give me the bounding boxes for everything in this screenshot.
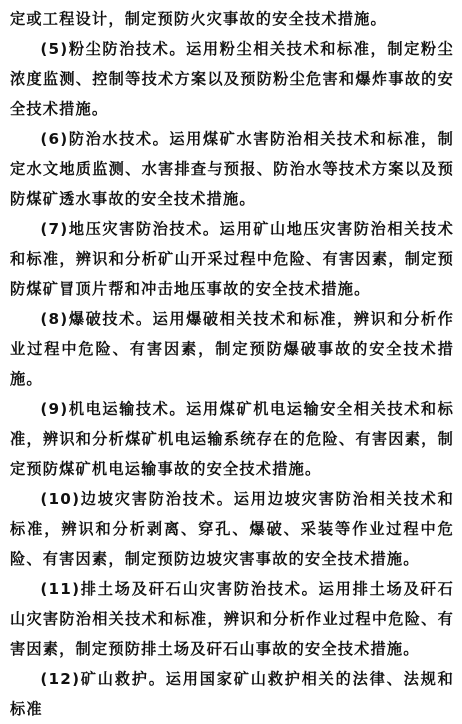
paragraph-dump-site: (11)排土场及矸石山灾害防治技术。运用排土场及矸石山灾害防治相关技术和标准，辨识和分析作业过程中危险、有害因素，制定预防排土场及矸石山事故的安全技术措施。 [10,580,454,658]
paragraph-slope-disaster: (10)边坡灾害防治技术。运用边坡灾害防治相关技术和标准，辨识和分析剥离、穿孔、爆破、采装等作业过程中危险、有害因素，制定预防边坡灾害事故的安全技术措施。 [10,490,454,568]
paragraph-blasting: (8)爆破技术。运用爆破相关技术和标准，辨识和分析作业过程中危险、有害因素，制定预防爆破事故的安全技术措施。 [10,310,454,388]
paragraph-electromechanical-transport: (9)机电运输技术。运用煤矿机电运输安全相关技术和标准，辨识和分析煤矿机电运输系统存在的危险、有害因素，制定预防煤矿机电运输事故的安全技术措施。 [10,400,454,478]
paragraph-continuation: 定或工程设计，制定预防火灾事故的安全技术措施。 [10,10,387,28]
paragraph-mine-rescue: (12)矿山救护。运用国家矿山救护相关的法律、法规和标准 [10,670,454,718]
paragraph-dust-prevention: (5)粉尘防治技术。运用粉尘相关技术和标准，制定粉尘浓度监测、控制等技术方案以及预防粉尘危害和爆炸事故的安全技术措施。 [10,40,454,118]
paragraph-ground-pressure: (7)地压灾害防治技术。运用矿山地压灾害防治相关技术和标准，辨识和分析矿山开采过程中危险、有害因素，制定预防煤矿冒顶片帮和冲击地压事故的安全技术措施。 [10,220,454,298]
paragraph-water-prevention: (6)防治水技术。运用煤矿水害防治相关技术和标准，制定水文地质监测、水害排查与预报、防治水等技术方案以及预防煤矿透水事故的安全技术措施。 [10,130,454,208]
